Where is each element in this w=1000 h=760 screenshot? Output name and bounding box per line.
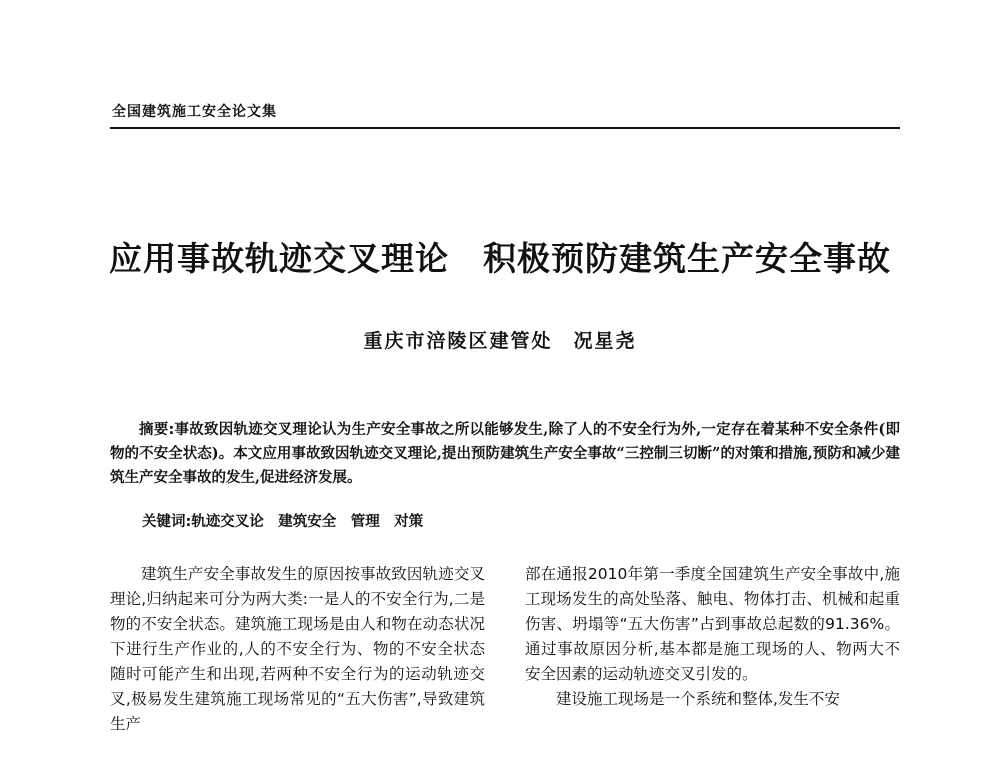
abstract-label: 摘要: — [139, 422, 175, 438]
abstract-paragraph — [110, 418, 900, 490]
body-paragraph: 建设施工现场是一个系统和整体,发生不安 — [556, 690, 840, 708]
header-rule — [110, 127, 900, 129]
body-paragraph: 建筑生产安全事故发生的原因按事故致因轨迹交叉理论,归纳起来可分为两大类:一是人的不安全行为,二是物的不安全状态。建筑施工现场是由人和物在动态状况下进行生产作业的,人的不安全行为、物的不安全状态随时可能产生和出现,若两种不安全行为的运动轨迹交叉,极易发生建筑施工现场常见的“五大伤害”,导致建筑生产 — [110, 565, 485, 733]
abstract — [110, 418, 900, 490]
keywords — [142, 510, 423, 531]
keywords-label: 关键词: — [142, 514, 192, 530]
body-paragraph: 部在通报2010年第一季度全国建筑生产安全事故中,施工现场发生的高处坠落、触电、物体打击、机械和起重伤害、坍塌等“五大伤害”占到事故总起数的91.36%。通过事故原因分析,基本都是施工现场的人、物两大不安全因素的运动轨迹交叉引发的。 — [525, 565, 900, 683]
paper-title: 应用事故轨迹交叉理论 积极预防建筑生产安全事故 — [109, 239, 891, 278]
abstract-text: 事故致因轨迹交叉理论认为生产安全事故之所以能够发生,除了人的不安全行为外,一定存在着某种不安全条件(即物的不安全状态)。本文应用事故致因轨迹交叉理论,提出预防建筑生产安全事故“三控制三切断”的对策和措施,预防和减少建筑生产安全事故的发生,促进经济发展。 — [110, 421, 900, 486]
body-column-right — [525, 562, 900, 712]
running-head: 全国建筑施工安全论文集 — [112, 104, 277, 120]
keywords-text: 轨迹交叉论 建筑安全 管理 对策 — [191, 513, 424, 530]
body-column-left — [110, 562, 485, 737]
author-line: 重庆市涪陵区建管处 况星尧 — [363, 330, 637, 352]
